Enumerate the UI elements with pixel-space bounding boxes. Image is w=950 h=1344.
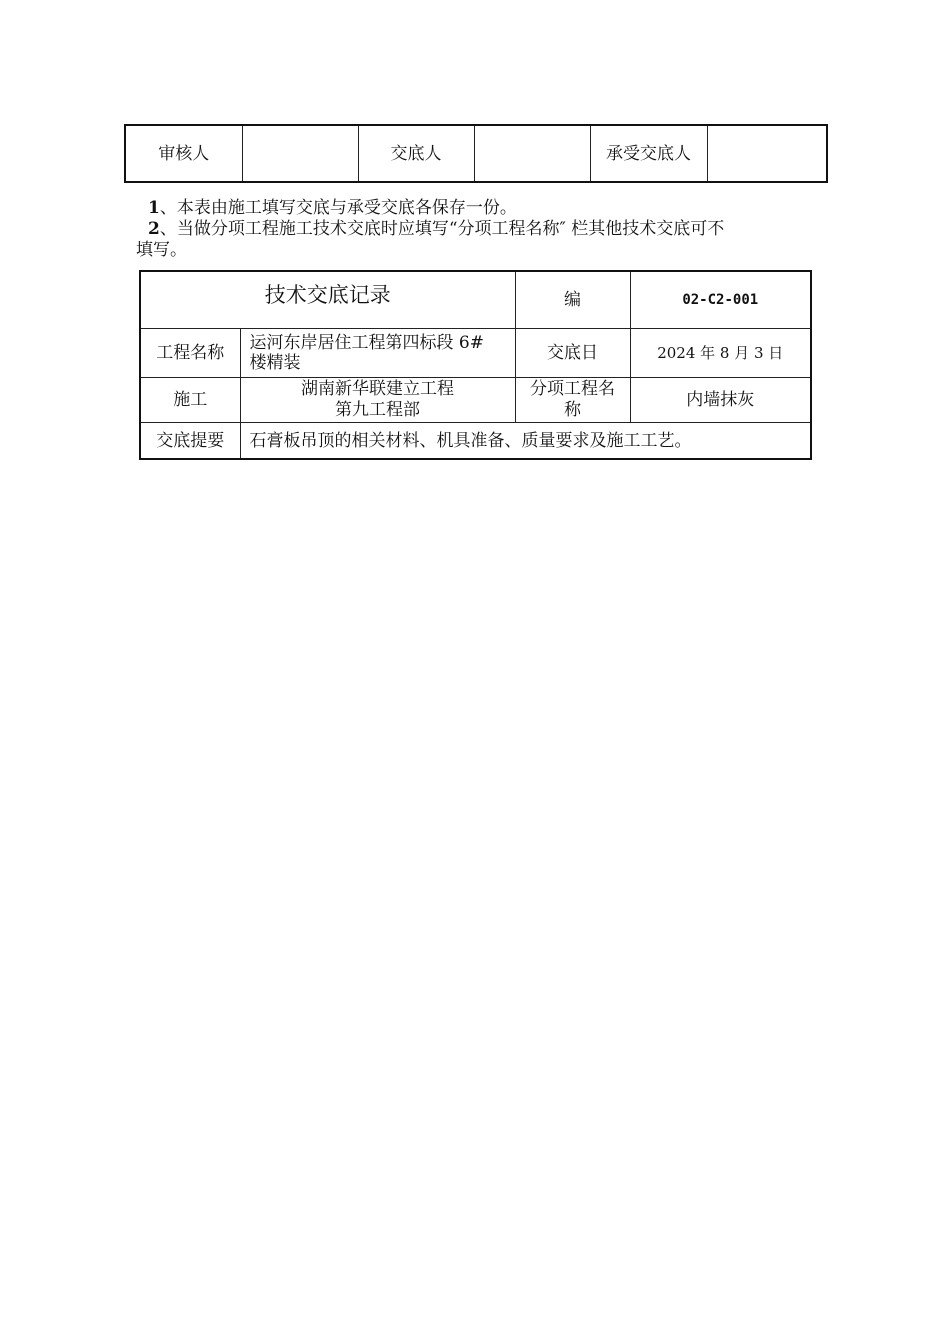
discloser-value-field[interactable] [474,125,590,182]
project-row [140,329,811,378]
construction-row [140,378,811,423]
disclosure-date-value: 2024 年 8 月 3 日 [630,329,811,378]
project-name-label: 工程名称 [140,329,240,378]
signature-table [124,124,828,183]
note-1-number: 1 [148,198,160,218]
code-value: 02-C2-001 [630,271,811,329]
note-1-text: 、本表由施工填写交底与承受交底各保存一份。 [159,198,517,218]
summary-value: 石膏板吊顶的相关材料、机具准备、质量要求及施工工艺。 [240,423,811,460]
construction-value-line-1: 湖南新华联建立工程 [301,379,454,399]
disclosure-date-label: 交底日 [515,329,630,378]
note-2-continuation: 填写。 [136,240,187,260]
construction-value-line-2: 第九工程部 [335,400,420,420]
notes [136,198,808,261]
signature-row [125,125,827,182]
construction-label: 施工 [140,378,240,423]
note-2-number: 2 [148,219,160,239]
technical-disclosure-record-table [139,270,812,460]
summary-label: 交底提要 [140,423,240,460]
subitem-name-label-line-2: 称 [564,400,581,420]
record-title: 技术交底记录 [140,271,515,329]
reviewer-label: 审核人 [125,125,242,182]
subitem-name-label [515,378,630,423]
project-name-value [240,329,515,378]
note-2 [148,219,808,240]
subitem-name-label-line-1: 分项工程名 [530,379,615,399]
project-name-line-2: 楼精装 [249,353,301,373]
construction-value [240,378,515,423]
discloser-label: 交底人 [358,125,474,182]
code-label: 编 [515,271,630,329]
receiver-label: 承受交底人 [590,125,707,182]
subitem-name-value: 内墙抹灰 [630,378,811,423]
reviewer-value-field[interactable] [242,125,358,182]
project-name-line-1: 运河东岸居住工程第四标段 6# [249,333,484,353]
title-row [140,271,811,329]
note-1 [148,198,808,219]
note-2-text: 、当做分项工程施工技术交底时应填写“分项工程名称″ 栏其他技术交底可不 [159,219,725,239]
summary-row [140,423,811,460]
receiver-value-field[interactable] [707,125,827,182]
